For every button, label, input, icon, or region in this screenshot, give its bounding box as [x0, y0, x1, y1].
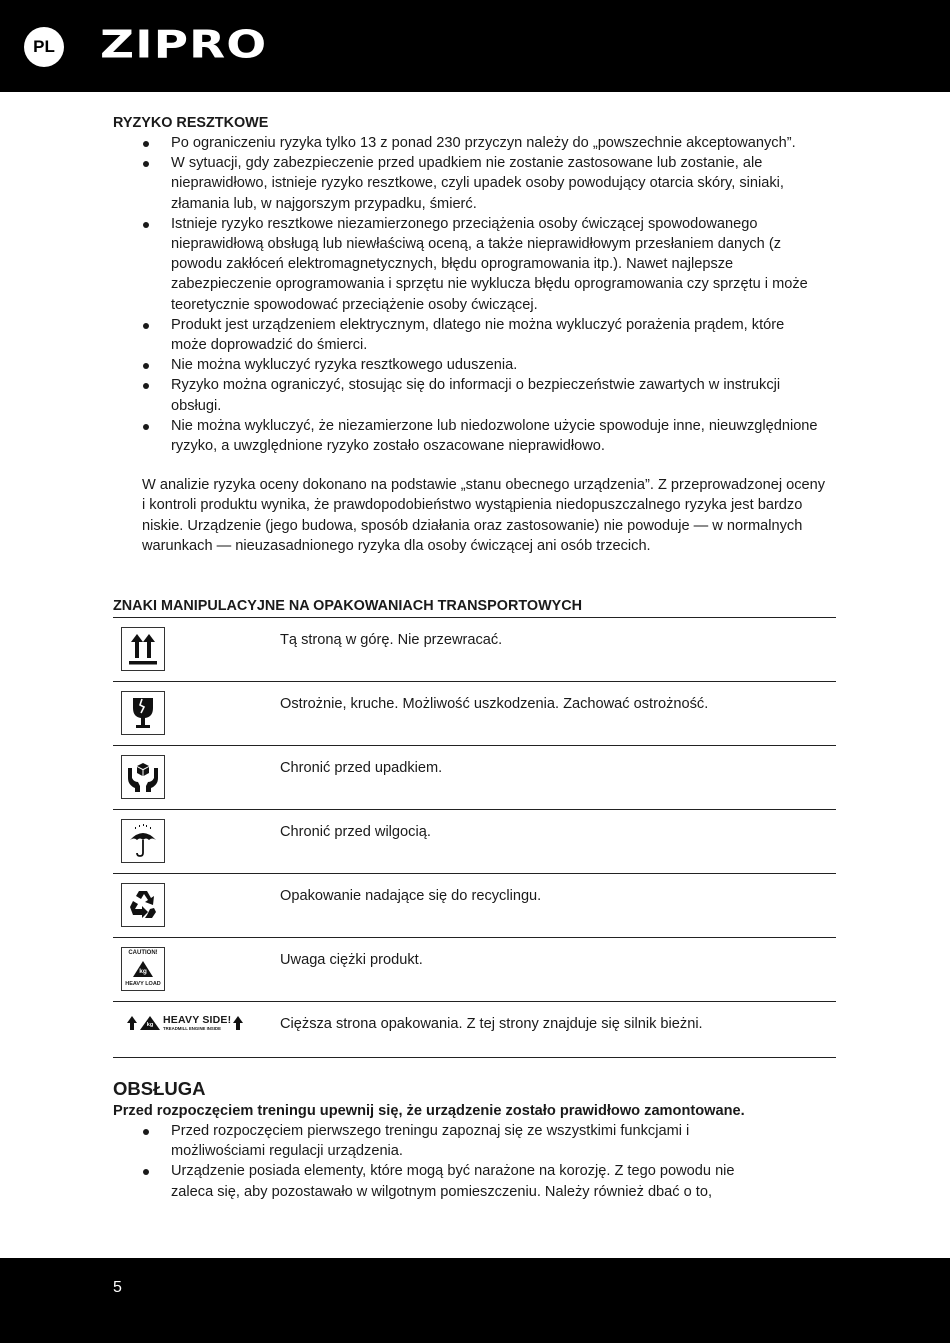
heavy-side-title: HEAVY SIDE!: [163, 1014, 232, 1027]
list-item: Po ograniczeniu ryzyka tylko 13 z ponad 230 przyczyn należy do „powszechnie akceptowanych”.: [113, 133, 837, 153]
weight-symbol: [132, 961, 154, 977]
sign-description: Uwaga ciężki produkt.: [280, 952, 423, 969]
weight-kg-label: kg: [146, 1022, 154, 1029]
sign-description: Opakowanie nadające się do recyclingu.: [280, 888, 542, 905]
weight-symbol: [140, 1016, 160, 1030]
heavy-side-subtitle: TREADMILL ENGINE INSIDE: [163, 1026, 221, 1032]
brand-logo: ZIPRO: [100, 22, 268, 68]
arrow-up-icon: [127, 1016, 137, 1030]
table-row: [113, 682, 836, 746]
residual-risk-list: [113, 133, 837, 456]
sign-description: Tą stroną w górę. Nie przewracać.: [280, 632, 503, 649]
fragile-glass-icon: [121, 691, 165, 735]
sign-description: Ostrożnie, kruche. Możliwość uszkodzenia. Zachować ostrożność.: [280, 696, 709, 713]
table-row: [113, 938, 836, 1002]
recycling-icon: [121, 883, 165, 927]
heavy-side-icon: [127, 1014, 262, 1032]
heavy-load-label: HEAVY LOAD: [125, 981, 161, 988]
risk-analysis-paragraph: W analizie ryzyka oceny dokonano na podstawie „stanu obecnego urządzenia”. Z przeprowadzonej oceny i kontroli produktu wynika, że prawdopodobieństwo wystąpienia niedopuszczalnego ryzyka jest bardzo niskie. Urządzenie (jego budowa, sposób działania oraz zastosowanie) nie powoduje — w normalnych warunkach — nieuzasadnionego ryzyka dla osoby ćwiczącej ani osób trzecich.: [142, 477, 826, 554]
page-content: [113, 113, 837, 1202]
page-number: 5: [113, 1279, 122, 1296]
list-item: W sytuacji, gdy zabezpieczenie przed upadkiem nie zostanie zastosowane lub zostanie, ale nieprawidłowo, istnieje ryzyko resztkowe, czyli upadek osoby powodujący otarcia skóry, siniaki, złamania lub, w najgorszym przypadku, śmierć.: [113, 153, 837, 214]
this-way-up-icon: [121, 627, 165, 671]
list-item: Produkt jest urządzeniem elektrycznym, dlatego nie można wykluczyć porażenia prądem, które może doprowadzić do śmierci.: [113, 315, 837, 355]
page-footer: [0, 1258, 950, 1343]
page-header: [0, 0, 950, 92]
table-row: [113, 810, 836, 874]
language-badge: PL: [24, 27, 64, 67]
section-title-handling-signs: ZNAKI MANIPULACYJNE NA OPAKOWANIACH TRANSPORTOWYCH: [113, 598, 583, 615]
sign-description: Chronić przed wilgocią.: [280, 824, 431, 841]
sign-description: Chronić przed upadkiem.: [280, 760, 443, 777]
list-item: Nie można wykluczyć, że niezamierzone lub niedozwolone użycie spowoduje inne, nieuwzględnione ryzyko, a uwzględnione ryzyko zostało oszacowane nieprawidłowo.: [113, 416, 837, 456]
heavy-side-text: [163, 1015, 231, 1031]
section-title-residual-risk: RYZYKO RESZTKOWE: [113, 115, 269, 131]
operation-list: [113, 1121, 837, 1202]
list-item: Przed rozpoczęciem pierwszego treningu zapoznaj się ze wszystkimi funkcjami i możliwościami regulacji urządzenia.: [113, 1121, 837, 1161]
keep-dry-umbrella-icon: [121, 819, 165, 863]
list-item: Nie można wykluczyć ryzyka resztkowego uduszenia.: [113, 355, 837, 375]
handling-signs-table: [113, 617, 836, 1058]
arrow-up-icon: [233, 1016, 243, 1030]
table-row: [113, 618, 836, 682]
protect-from-falling-icon: [121, 755, 165, 799]
section-title-operation: OBSŁUGA: [113, 1078, 206, 1100]
table-row: [113, 746, 836, 810]
caution-label: CAUTION!: [128, 950, 158, 957]
list-item: Ryzyko można ograniczyć, stosując się do informacji o bezpieczeństwie zawartych w instrukcji obsługi.: [113, 375, 837, 415]
heavy-load-icon: [121, 947, 165, 991]
table-row: [113, 1002, 836, 1058]
sign-description: Cięższa strona opakowania. Z tej strony znajduje się silnik bieżni.: [280, 1016, 703, 1033]
weight-kg-label: kg: [139, 968, 147, 976]
list-item: Istnieje ryzyko resztkowe niezamierzonego przeciążenia osoby ćwiczącej spowodowanego nieprawidłową obsługą lub niewłaściwą oceną, a także nieprawidłowym przesłaniem danych (z powodu zakłóceń elektromagnetycznych, błędu oprogramowania itp.). Nawet najlepsze zabezpieczenie oprogramowania i sprzętu nie wyklucza błędu oprogramowania czy sprzętu i może teoretycznie spowodować przeciążenie osoby ćwiczącej.: [113, 214, 837, 315]
table-row: [113, 874, 836, 938]
operation-subtitle: Przed rozpoczęciem treningu upewnij się, że urządzenie zostało prawidłowo zamontowane.: [113, 1103, 745, 1120]
list-item: Urządzenie posiada elementy, które mogą być narażone na korozję. Z tego powodu nie zaleca się, aby pozostawało w wilgotnym pomieszczeniu. Należy również dbać o to,: [113, 1161, 837, 1201]
